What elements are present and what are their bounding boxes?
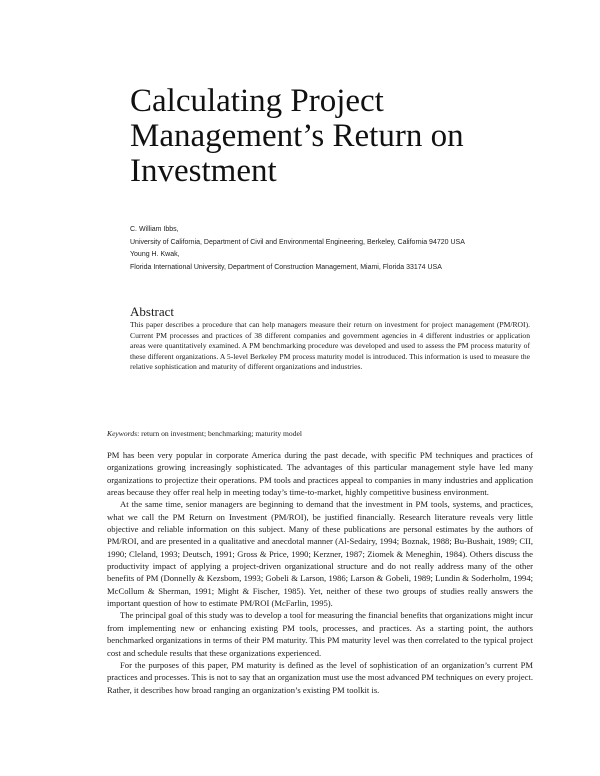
body-paragraph-3: The principal goal of this study was to develop a tool for measuring the financial benefits that organizations might incur from implementing new or enhancing existing PM tools, processes, and practices. As a starting point, the authors benchmarked organizations in terms of their PM maturity. This PM maturity level was then correlated to the typical project cost and schedule results that these organizations experienced. bbox=[107, 610, 533, 658]
paper-title: Calculating Project Management’s Return on Investment bbox=[130, 83, 464, 189]
body-paragraph-1: PM has been very popular in corporate America during the past decade, with specific PM techniques and practices of organizations growing increasingly sophisticated. The advantages of this particular management style have led many organizations to projectize their operations. PM tools and practices appeal to companies in many industries and application areas because they offer real help in meeting today’s time-to-market, highly competitive business environment. bbox=[107, 450, 533, 498]
body-paragraph-2: At the same time, senior managers are beginning to demand that the investment in PM tools, systems, and practices, what we call the PM Return on Investment (PM/ROI), be justified financially. Research literature reveals very little objective and reliable information on this subject. Many of these publications are personal estimates by the authors of PM/ROI, and are presented in a qualitative and anecdotal manner (Al-Sedairy, 1994; Boznak, 1988; Bu-Bushait, 1989; CII, 1990; Cleland, 1993; Deutsch, 1991; Gross & Price, 1990; Kerzner, 1987; Ziomek & Meneghin, 1984). Others discuss the productivity impact of applying a project-driven organizational structure and do not really address many of the other benefits of PM (Donnelly & Kezsbom, 1993; Gobeli & Larson, 1986; Larson & Gobeli, 1989; Lundin & Soderholm, 1994; McCollum & Sherman, 1991; Might & Fischer, 1985). Yet, neither of these two groups of studies really answers the important question of how to estimate PM/ROI (McFarlin, 1995). bbox=[107, 499, 533, 609]
keywords-label: Keywords bbox=[107, 429, 138, 438]
author-name-2: Young H. Kwak, bbox=[130, 251, 180, 258]
abstract-text: This paper describes a procedure that can help managers measure their return on investment for project management (PM/ROI). Current PM processes and practices of 38 different companies and government agencies in 4 different industries or application areas were quantitatively examined. A PM benchmarking procedure was developed and used to assess the PM process maturity of these different organizations. A 5-level Berkeley PM process maturity model is introduced. This information is used to measure the relative sophistication and maturity of different organizations and industries. bbox=[130, 320, 530, 372]
body-text bbox=[107, 449, 533, 696]
author-affiliation-1: University of California, Department of Civil and Environmental Engineering, Berkeley, California 94720 USA bbox=[130, 238, 465, 246]
author-block bbox=[130, 224, 550, 274]
keywords-text: : return on investment; benchmarking; maturity model bbox=[137, 429, 303, 438]
abstract-heading: Abstract bbox=[130, 304, 175, 319]
body-paragraph-4: For the purposes of this paper, PM maturity is defined as the level of sophistication of an organization’s current PM practices and processes. This is not to say that an organization must use the most advanced PM techniques on every project. Rather, it describes how broad ranging an organization’s existing PM toolkit is. bbox=[107, 659, 533, 695]
author-affiliation-2: Florida International University, Department of Construction Management, Miami, Florida 33174 USA bbox=[130, 263, 442, 271]
author-name-1: C. William Ibbs, bbox=[130, 226, 179, 233]
keywords-line bbox=[107, 429, 547, 439]
